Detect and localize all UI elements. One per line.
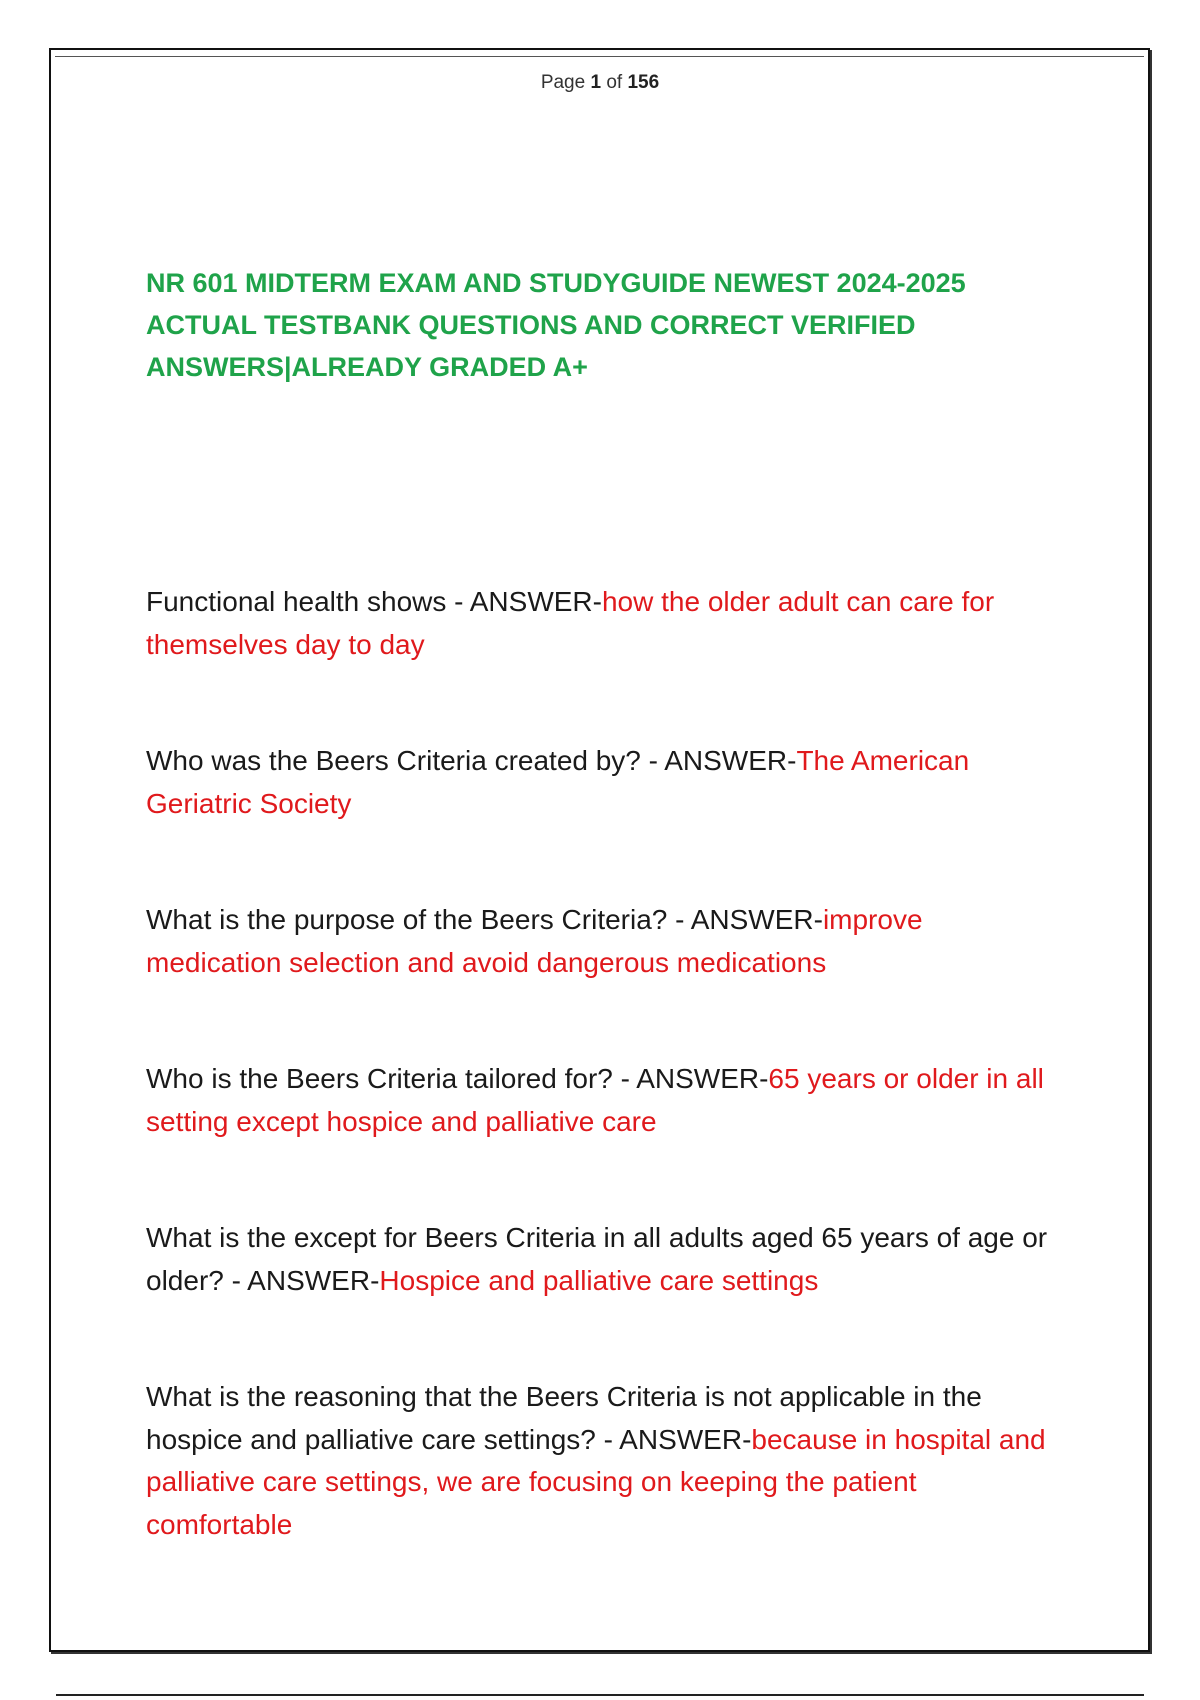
title-line-3: ANSWERS|ALREADY GRADED A+ <box>146 352 588 382</box>
answer-text: how the older adult can care for themselves day to day <box>146 586 995 660</box>
answer-text: 65 years or older in all setting except hospice and palliative care <box>146 1063 1044 1137</box>
answer-text: improve medication selection and avoid dangerous medications <box>146 904 923 978</box>
question-text: What is the except for Beers Criteria in all adults aged 65 years of age or older? <box>146 1222 1048 1296</box>
page-number <box>0 72 1200 94</box>
answer-marker: - ANSWER- <box>223 1264 380 1296</box>
answer-marker: - ANSWER- <box>612 1063 769 1094</box>
question-text: What is the reasoning that the Beers Criteria is not applicable in the hospice and palliative care settings? <box>146 1381 982 1455</box>
title-line-1: NR 601 MIDTERM EXAM AND STUDYGUIDE NEWEST 2024-2025 <box>146 268 966 298</box>
qa-item <box>146 1376 1061 1546</box>
question-text: What is the purpose of the Beers Criteria? <box>146 904 668 935</box>
qa-item <box>146 581 1061 666</box>
header-rule <box>55 56 1144 57</box>
qa-list <box>146 581 1061 1546</box>
page-label: Page <box>540 72 586 93</box>
answer-marker: - ANSWER- <box>595 1423 752 1455</box>
answer-text: Hospice and palliative care settings <box>379 1264 819 1296</box>
answer-marker: - ANSWER- <box>446 586 602 617</box>
question-text: Who was the Beers Criteria created by? <box>146 745 641 776</box>
answer-marker: - ANSWER- <box>640 745 797 776</box>
page-of-label: of <box>606 72 623 93</box>
qa-item <box>146 1058 1061 1143</box>
answer-text: The American Geriatric Society <box>146 745 970 819</box>
current-page: 1 <box>590 72 602 93</box>
qa-item <box>146 899 1061 984</box>
title-line-2: ACTUAL TESTBANK QUESTIONS AND CORRECT VERIFIED <box>146 310 916 340</box>
qa-item <box>146 1217 1061 1302</box>
answer-marker: - ANSWER- <box>667 904 823 935</box>
document-title <box>146 262 1046 388</box>
question-text: Functional health shows <box>146 586 447 617</box>
qa-item <box>146 740 1061 825</box>
answer-text: because in hospital and palliative care settings, we are focusing on keeping the patient comfortable <box>146 1423 1046 1540</box>
next-page-edge <box>56 1694 1144 1696</box>
question-text: Who is the Beers Criteria tailored for? <box>146 1063 613 1094</box>
total-pages: 156 <box>627 72 660 93</box>
